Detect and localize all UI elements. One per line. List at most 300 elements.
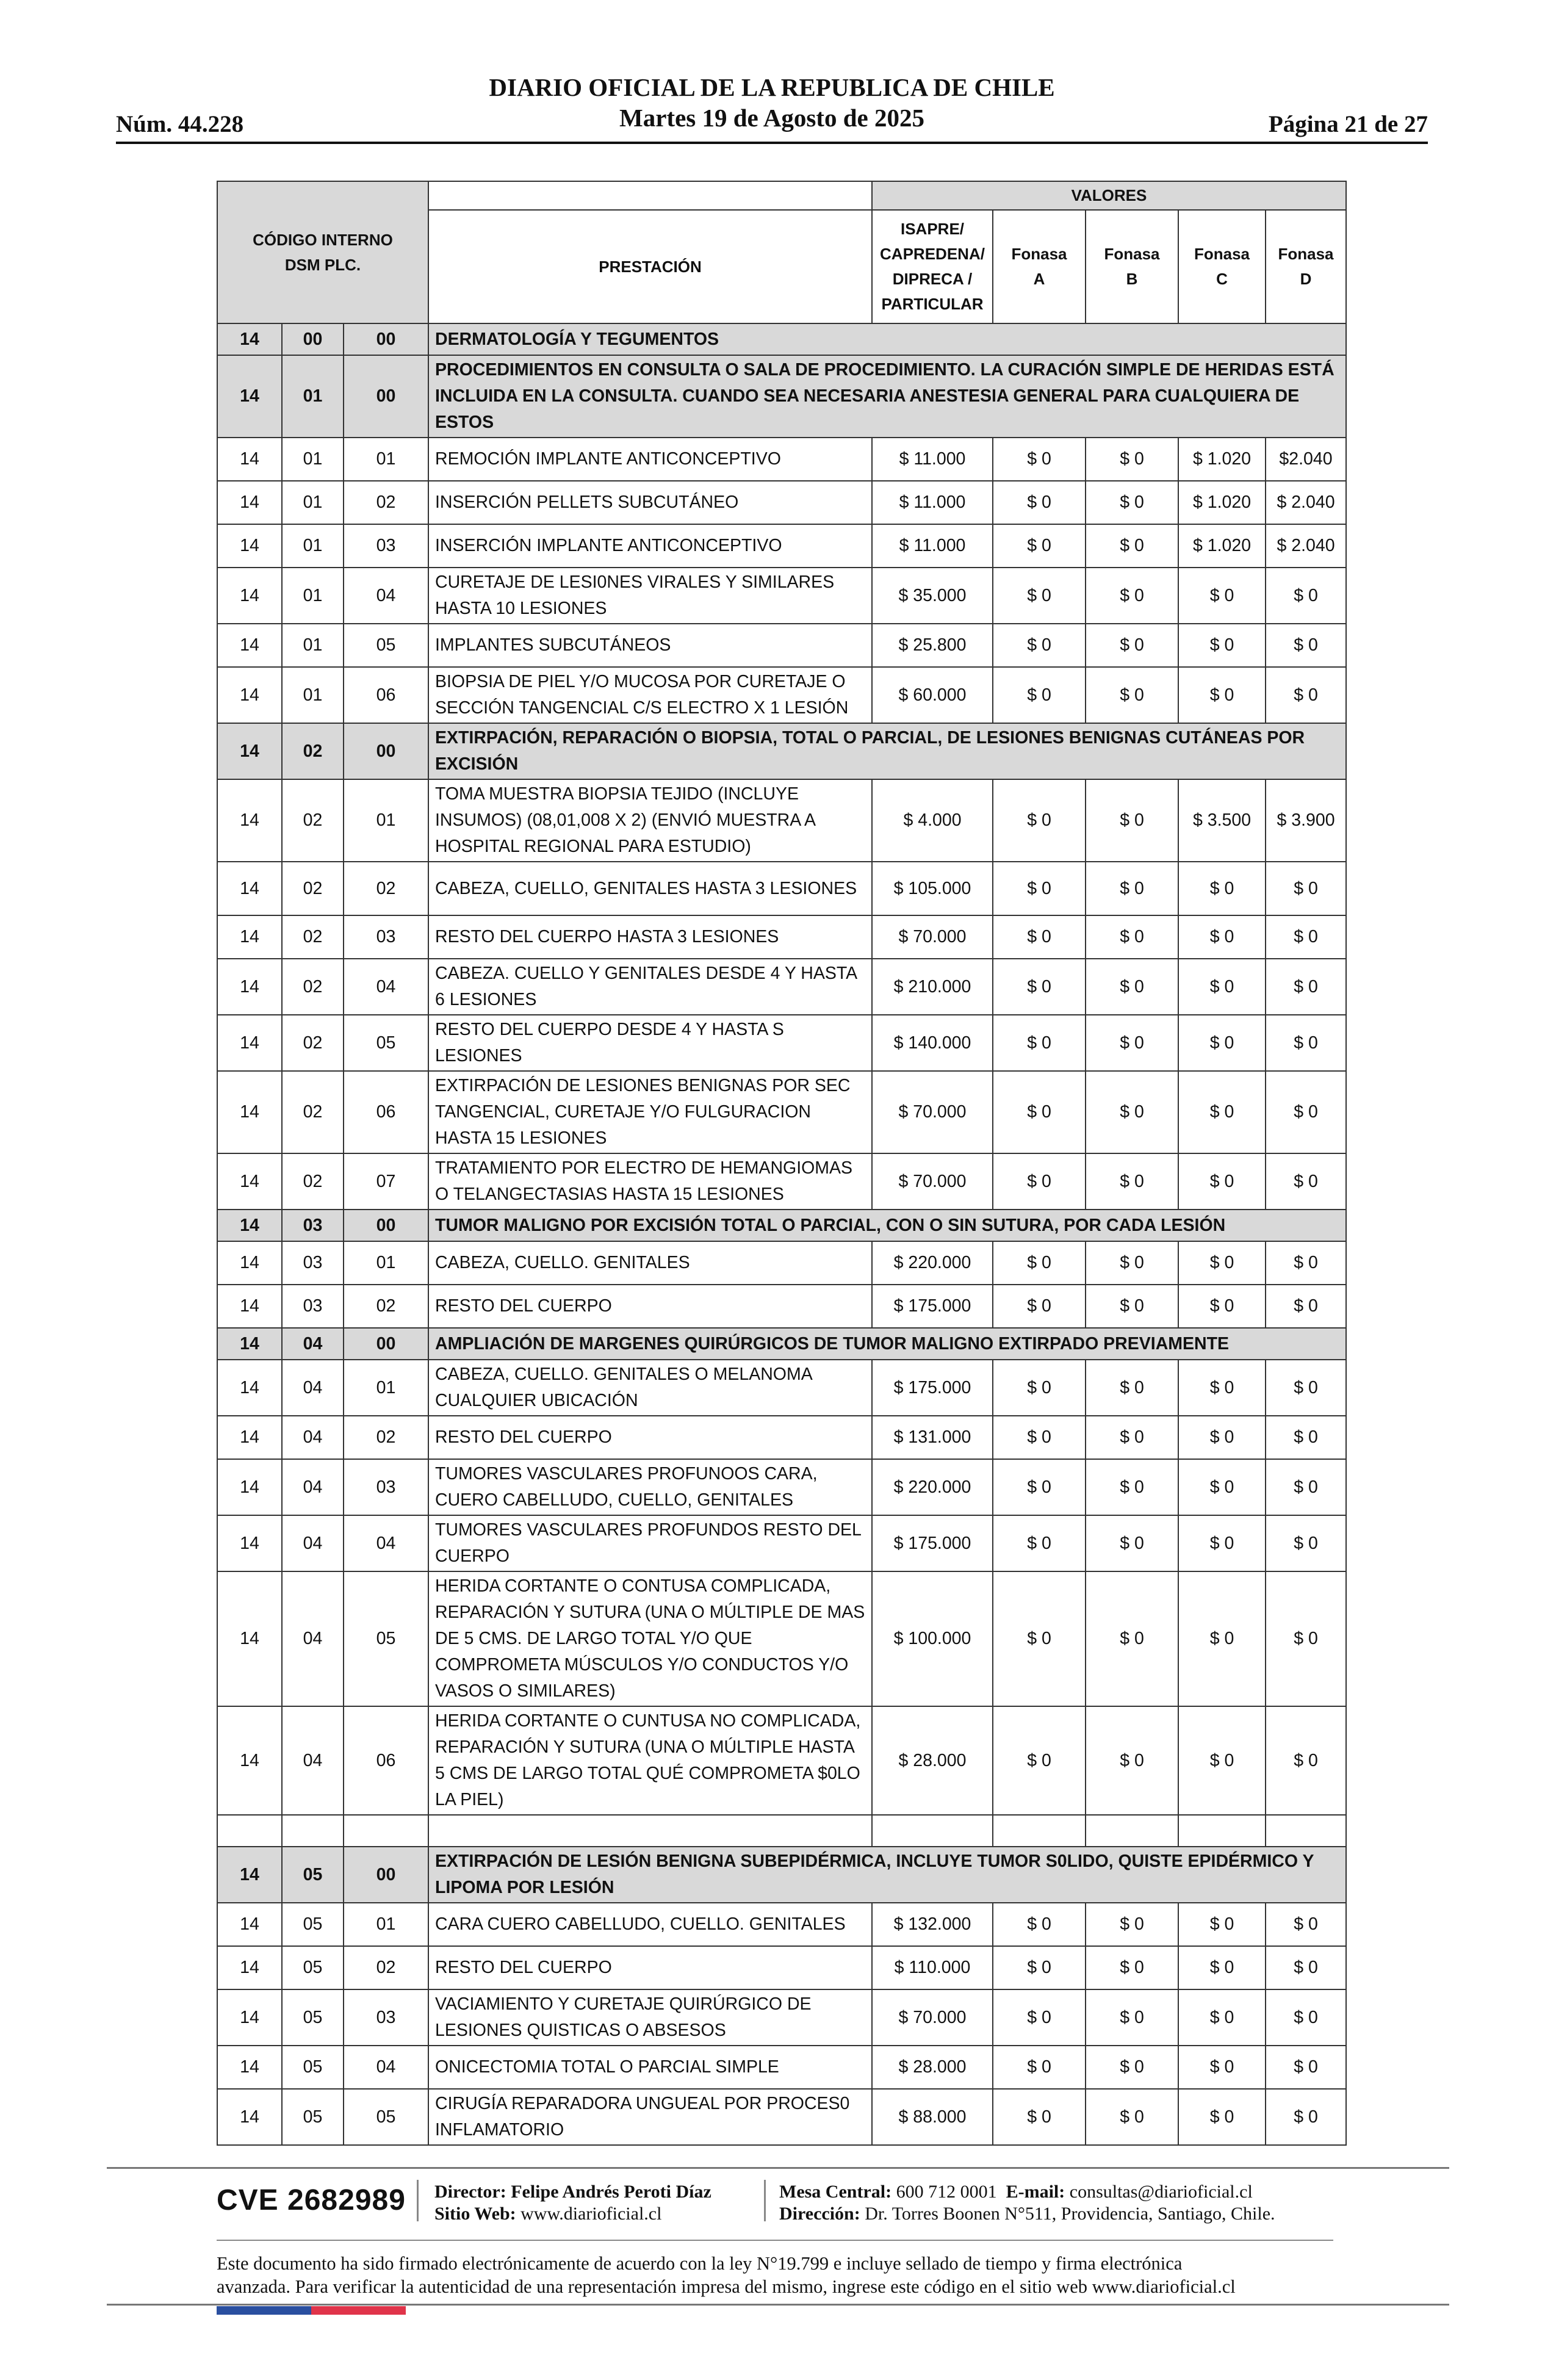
price-fonasa-b: $ 0 [1086,959,1178,1015]
code-subgroup: 03 [282,1241,344,1285]
code-item: 02 [344,481,428,524]
price-fonasa-d: $ 0 [1266,1706,1346,1815]
col-fonasa-b-l2: B [1126,270,1138,288]
code-item: 00 [344,723,428,779]
director-name: Felipe Andrés Peroti Díaz [511,2182,711,2202]
price-fonasa-a: $ 0 [993,1989,1086,2046]
price-isapre: $ 28.000 [872,2046,993,2089]
price-fonasa-a: $ 0 [993,568,1086,624]
email-label: E-mail: [1006,2182,1065,2202]
price-fonasa-a: $ 0 [993,1946,1086,1989]
price-isapre: $ 100.000 [872,1571,993,1706]
price-fonasa-c: $ 1.020 [1178,481,1266,524]
col-fonasa-a-l2: A [1033,270,1045,288]
price-fonasa-a: $ 0 [993,1015,1086,1071]
prestacion-desc: TUMORES VASCULARES PROFUNDOS RESTO DEL CUERPO [428,1515,872,1571]
col-fonasa-b-l1: Fonasa [1104,245,1160,263]
code-subgroup: 03 [282,1285,344,1328]
web-link[interactable]: www.diarioficial.cl [520,2204,662,2224]
price-fonasa-a: $ 0 [993,1285,1086,1328]
price-fonasa-d: $ 0 [1266,1360,1346,1416]
col-fonasa-d-l1: Fonasa [1278,245,1334,263]
col-fonasa-c-l1: Fonasa [1194,245,1250,263]
section-title: AMPLIACIÓN DE MARGENES QUIRÚRGICOS DE TUMOR MALIGNO EXTIRPADO PREVIAMENTE [428,1328,1346,1360]
table-row [217,2089,1346,2145]
col-fonasa-d-header [1266,210,1346,323]
price-fonasa-d: $ 3.900 [1266,779,1346,862]
price-fonasa-b: $ 0 [1086,524,1178,568]
price-fonasa-c: $ 0 [1178,1571,1266,1706]
header-center [116,72,1428,133]
signature-line1: Este documento ha sido firmado electrónicamente de acuerdo con la ley N°19.799 e incluye sellado de tiempo y firma electrónica [217,2253,1183,2274]
issue-date: Martes 19 de Agosto de 2025 [619,104,924,132]
table-row [217,1903,1346,1946]
code-item: 06 [344,667,428,723]
code-item: 03 [344,1459,428,1515]
price-fonasa-a: $ 0 [993,1459,1086,1515]
price-fonasa-a: $ 0 [993,1903,1086,1946]
price-isapre: $ 70.000 [872,1071,993,1153]
table-row [217,1241,1346,1285]
table-row [217,1989,1346,2046]
code-subgroup: 04 [282,1360,344,1416]
price-isapre: $ 175.000 [872,1360,993,1416]
cve-code: CVE 2682989 [217,2184,406,2216]
table-row [217,779,1346,862]
code-subgroup: 01 [282,481,344,524]
blank-cell [282,1815,344,1847]
code-subgroup: 01 [282,524,344,568]
page-number: Página 21 de 27 [1268,111,1428,137]
header-divider [116,142,1428,144]
price-isapre: $ 132.000 [872,1903,993,1946]
code-item: 01 [344,1360,428,1416]
blank-cell [217,1815,282,1847]
prestacion-desc: VACIAMIENTO Y CURETAJE QUIRÚRGICO DE LESIONES QUISTICAS O ABSESOS [428,1989,872,2046]
price-fonasa-c: $ 0 [1178,2089,1266,2145]
price-fonasa-c: $ 0 [1178,1515,1266,1571]
code-item: 01 [344,779,428,862]
price-fonasa-b: $ 0 [1086,1015,1178,1071]
code-item: 03 [344,1989,428,2046]
prestacion-desc: HERIDA CORTANTE O CONTUSA COMPLICADA, REPARACIÓN Y SUTURA (UNA O MÚLTIPLE DE MAS DE 5 CMS. DE LARGO TOTAL Y/O QUE COMPROMETA MÚSCULOS Y/O CONDUCTOS Y/O VASOS O SIMILARES) [428,1571,872,1706]
code-item: 04 [344,959,428,1015]
code-subgroup: 05 [282,2089,344,2145]
code-item: 01 [344,438,428,481]
price-fonasa-c: $ 0 [1178,1071,1266,1153]
price-fonasa-a: $ 0 [993,481,1086,524]
section-row [217,355,1346,438]
table-row [217,1515,1346,1571]
prestacion-desc: CABEZA. CUELLO Y GENITALES DESDE 4 Y HASTA 6 LESIONES [428,959,872,1015]
code-item: 00 [344,1847,428,1903]
price-fonasa-d: $ 0 [1266,1241,1346,1285]
code-group: 14 [217,1459,282,1515]
code-item: 04 [344,1515,428,1571]
code-subgroup: 04 [282,1706,344,1815]
price-fonasa-d: $ 0 [1266,624,1346,667]
prestacion-desc: RESTO DEL CUERPO DESDE 4 Y HASTA S LESIONES [428,1015,872,1071]
price-isapre: $ 25.800 [872,624,993,667]
code-subgroup: 02 [282,1071,344,1153]
code-subgroup: 05 [282,1847,344,1903]
footer-divider-top [107,2167,1449,2169]
price-isapre: $ 70.000 [872,1153,993,1210]
price-isapre: $ 140.000 [872,1015,993,1071]
table-row [217,2046,1346,2089]
code-header-line1: CÓDIGO INTERNO [253,230,393,249]
code-group: 14 [217,624,282,667]
code-group: 14 [217,481,282,524]
code-item: 02 [344,862,428,915]
code-group: 14 [217,862,282,915]
code-group: 14 [217,667,282,723]
price-fonasa-d: $ 0 [1266,1071,1346,1153]
flag-stripe-blue [217,2306,311,2315]
code-group: 14 [217,1515,282,1571]
code-group: 14 [217,524,282,568]
section-title: EXTIRPACIÓN, REPARACIÓN O BIOPSIA, TOTAL O PARCIAL, DE LESIONES BENIGNAS CUTÁNEAS POR EXCISIÓN [428,723,1346,779]
price-fonasa-b: $ 0 [1086,1946,1178,1989]
price-fonasa-a: $ 0 [993,438,1086,481]
code-item: 00 [344,1328,428,1360]
blank-cell [1086,1815,1178,1847]
code-item: 05 [344,624,428,667]
price-fonasa-c: $ 0 [1178,862,1266,915]
price-fonasa-a: $ 0 [993,1360,1086,1416]
web-label: Sitio Web: [434,2204,516,2224]
director-label: Director: [434,2182,506,2202]
price-fonasa-c: $ 0 [1178,915,1266,959]
price-fonasa-a: $ 0 [993,2089,1086,2145]
price-fonasa-b: $ 0 [1086,1241,1178,1285]
table-row [217,568,1346,624]
code-group: 14 [217,1416,282,1459]
table-row [217,1360,1346,1416]
col-fonasa-a-l1: Fonasa [1011,245,1067,263]
prestacion-desc: CABEZA, CUELLO, GENITALES HASTA 3 LESIONES [428,862,872,915]
col-fonasa-d-l2: D [1300,270,1312,288]
prestacion-desc: CURETAJE DE LESI0NES VIRALES Y SIMILARES HASTA 10 LESIONES [428,568,872,624]
price-isapre: $ 70.000 [872,1989,993,2046]
table-row [217,667,1346,723]
price-fonasa-c: $ 0 [1178,1416,1266,1459]
price-fonasa-a: $ 0 [993,2046,1086,2089]
code-group: 14 [217,1903,282,1946]
address-label: Dirección: [779,2204,860,2224]
code-header [217,181,428,323]
address-text: Dr. Torres Boonen N°511, Providencia, Santiago, Chile. [865,2204,1275,2224]
table-row [217,915,1346,959]
section-row [217,1210,1346,1241]
price-fonasa-d: $ 0 [1266,1459,1346,1515]
code-subgroup: 01 [282,355,344,438]
prestacion-desc: IMPLANTES SUBCUTÁNEOS [428,624,872,667]
price-table-body [217,323,1346,2145]
price-fonasa-a: $ 0 [993,1071,1086,1153]
price-fonasa-d: $ 0 [1266,1989,1346,2046]
prestacion-desc: RESTO DEL CUERPO [428,1946,872,1989]
mesa-phone: 600 712 0001 [896,2182,997,2202]
price-isapre: $ 105.000 [872,862,993,915]
code-group: 14 [217,2046,282,2089]
table-row [217,1071,1346,1153]
price-fonasa-c: $ 0 [1178,1015,1266,1071]
price-fonasa-c: $ 0 [1178,1989,1266,2046]
section-row [217,1847,1346,1903]
code-group: 14 [217,323,282,355]
price-fonasa-d: $ 2.040 [1266,481,1346,524]
code-item: 03 [344,915,428,959]
price-fonasa-d: $ 0 [1266,1416,1346,1459]
table-row [217,1285,1346,1328]
code-group: 14 [217,2089,282,2145]
code-group: 14 [217,915,282,959]
code-group: 14 [217,1328,282,1360]
price-fonasa-c: $ 1.020 [1178,438,1266,481]
table-row-blank [217,1815,1346,1847]
footer-separator-2 [764,2180,766,2221]
prestacion-desc: BIOPSIA DE PIEL Y/O MUCOSA POR CURETAJE O SECCIÓN TANGENCIAL C/S ELECTRO X 1 LESIÓN [428,667,872,723]
code-item: 03 [344,524,428,568]
price-fonasa-c: $ 3.500 [1178,779,1266,862]
price-fonasa-b: $ 0 [1086,862,1178,915]
footer-contact-block [779,2181,1275,2225]
price-isapre: $ 11.000 [872,438,993,481]
price-fonasa-b: $ 0 [1086,1360,1178,1416]
code-item: 02 [344,1416,428,1459]
price-fonasa-d: $ 0 [1266,2089,1346,2145]
code-item: 04 [344,568,428,624]
code-subgroup: 01 [282,624,344,667]
code-subgroup: 01 [282,568,344,624]
section-row [217,723,1346,779]
price-fonasa-c: $ 0 [1178,959,1266,1015]
code-subgroup: 01 [282,438,344,481]
price-fonasa-c: $ 0 [1178,1241,1266,1285]
price-fonasa-b: $ 0 [1086,1153,1178,1210]
code-group: 14 [217,355,282,438]
code-item: 05 [344,2089,428,2145]
price-isapre: $ 35.000 [872,568,993,624]
code-subgroup: 05 [282,1989,344,2046]
prestacion-top-blank [428,181,872,210]
price-fonasa-b: $ 0 [1086,1706,1178,1815]
price-fonasa-b: $ 0 [1086,481,1178,524]
footer-divider-mid [217,2240,1333,2241]
price-fonasa-d: $ 0 [1266,862,1346,915]
code-subgroup: 04 [282,1571,344,1706]
price-isapre: $ 131.000 [872,1416,993,1459]
page-header [116,72,1428,144]
price-fonasa-d: $ 0 [1266,1946,1346,1989]
price-fonasa-b: $ 0 [1086,2046,1178,2089]
price-isapre: $ 220.000 [872,1241,993,1285]
price-isapre: $ 11.000 [872,524,993,568]
code-header-line2: DSM PLC. [284,255,361,274]
blank-cell [344,1815,428,1847]
prestacion-desc: ONICECTOMIA TOTAL O PARCIAL SIMPLE [428,2046,872,2089]
code-subgroup: 04 [282,1515,344,1571]
price-isapre: $ 110.000 [872,1946,993,1989]
price-isapre: $ 60.000 [872,667,993,723]
code-subgroup: 05 [282,1903,344,1946]
prestacion-desc: HERIDA CORTANTE O CUNTUSA NO COMPLICADA, REPARACIÓN Y SUTURA (UNA O MÚLTIPLE HASTA 5 CMS DE LARGO TOTAL QUÉ COMPROMETA $0LO LA PIEL) [428,1706,872,1815]
blank-cell [428,1815,872,1847]
code-group: 14 [217,779,282,862]
issue-number: Núm. 44.228 [116,111,244,137]
section-title: TUMOR MALIGNO POR EXCISIÓN TOTAL O PARCIAL, CON O SIN SUTURA, POR CADA LESIÓN [428,1210,1346,1241]
price-fonasa-b: $ 0 [1086,438,1178,481]
table-row [217,959,1346,1015]
price-table [217,181,1347,2146]
price-fonasa-a: $ 0 [993,959,1086,1015]
code-group: 14 [217,1071,282,1153]
table-row [217,1416,1346,1459]
price-fonasa-b: $ 0 [1086,1459,1178,1515]
price-isapre: $ 28.000 [872,1706,993,1815]
col-isapre-l1: ISAPRE/ [900,220,965,238]
code-item: 06 [344,1706,428,1815]
price-fonasa-b: $ 0 [1086,624,1178,667]
col-fonasa-b-header [1086,210,1178,323]
footer-director-block [434,2181,711,2225]
code-item: 00 [344,1210,428,1241]
code-subgroup: 00 [282,323,344,355]
table-row [217,1946,1346,1989]
prestacion-header: PRESTACIÓN [428,210,872,323]
section-row [217,323,1346,355]
prestacion-desc: CARA CUERO CABELLUDO, CUELLO. GENITALES [428,1903,872,1946]
price-fonasa-b: $ 0 [1086,1903,1178,1946]
price-fonasa-a: $ 0 [993,524,1086,568]
price-fonasa-d: $ 0 [1266,1285,1346,1328]
code-subgroup: 02 [282,1015,344,1071]
price-isapre: $ 210.000 [872,959,993,1015]
table-row [217,624,1346,667]
table-row [217,1153,1346,1210]
price-fonasa-b: $ 0 [1086,1285,1178,1328]
table-row [217,862,1346,915]
code-subgroup: 02 [282,915,344,959]
price-fonasa-c: $ 0 [1178,2046,1266,2089]
code-item: 05 [344,1571,428,1706]
price-isapre: $ 175.000 [872,1515,993,1571]
section-title: PROCEDIMIENTOS EN CONSULTA O SALA DE PROCEDIMIENTO. LA CURACIÓN SIMPLE DE HERIDAS ESTÁ INCLUIDA EN LA CONSULTA. CUANDO SEA NECESARIA ANESTESIA GENERAL PARA CUALQUIERA DE ESTOS [428,355,1346,438]
col-isapre-header [872,210,993,323]
code-group: 14 [217,438,282,481]
table-row [217,524,1346,568]
price-isapre: $ 220.000 [872,1459,993,1515]
prestacion-desc: EXTIRPACIÓN DE LESIONES BENIGNAS POR SEC TANGENCIAL, CURETAJE Y/O FULGURACION HASTA 15 LESIONES [428,1071,872,1153]
code-item: 00 [344,323,428,355]
flag-stripe-red [311,2306,406,2315]
prestacion-desc: INSERCIÓN IMPLANTE ANTICONCEPTIVO [428,524,872,568]
price-fonasa-a: $ 0 [993,1706,1086,1815]
col-fonasa-c-header [1178,210,1266,323]
price-fonasa-d: $ 0 [1266,1903,1346,1946]
price-fonasa-b: $ 0 [1086,915,1178,959]
signature-notice [217,2252,1333,2298]
code-group: 14 [217,1153,282,1210]
code-item: 04 [344,2046,428,2089]
code-item: 02 [344,1946,428,1989]
table-row [217,1571,1346,1706]
price-isapre: $ 70.000 [872,915,993,959]
price-fonasa-c: $ 0 [1178,624,1266,667]
price-fonasa-c: $ 0 [1178,1360,1266,1416]
code-item: 00 [344,355,428,438]
footer-divider-bottom [107,2304,1449,2306]
price-fonasa-c: $ 0 [1178,568,1266,624]
price-isapre: $ 175.000 [872,1285,993,1328]
price-fonasa-d: $ 0 [1266,667,1346,723]
price-fonasa-a: $ 0 [993,779,1086,862]
code-group: 14 [217,1241,282,1285]
price-fonasa-a: $ 0 [993,624,1086,667]
code-item: 02 [344,1285,428,1328]
code-subgroup: 02 [282,1153,344,1210]
valores-header: VALORES [872,181,1346,210]
col-fonasa-c-l2: C [1216,270,1228,288]
code-group: 14 [217,1946,282,1989]
price-fonasa-a: $ 0 [993,1515,1086,1571]
prestacion-desc: TOMA MUESTRA BIOPSIA TEJIDO (INCLUYE INSUMOS) (08,01,008 X 2) (ENVIÓ MUESTRA A HOSPITAL REGIONAL PARA ESTUDIO) [428,779,872,862]
prestacion-desc: TRATAMIENTO POR ELECTRO DE HEMANGIOMAS O TELANGECTASIAS HASTA 15 LESIONES [428,1153,872,1210]
blank-cell [1178,1815,1266,1847]
prestacion-desc: RESTO DEL CUERPO HASTA 3 LESIONES [428,915,872,959]
price-fonasa-c: $ 0 [1178,1706,1266,1815]
code-group: 14 [217,1571,282,1706]
price-fonasa-a: $ 0 [993,1241,1086,1285]
table-row [217,481,1346,524]
mesa-label: Mesa Central: [779,2182,892,2202]
price-fonasa-c: $ 0 [1178,1285,1266,1328]
price-fonasa-b: $ 0 [1086,1571,1178,1706]
code-subgroup: 05 [282,1946,344,1989]
code-group: 14 [217,723,282,779]
email-link[interactable]: consultas@diarioficial.cl [1069,2182,1253,2202]
price-fonasa-b: $ 0 [1086,1071,1178,1153]
section-row [217,1328,1346,1360]
code-item: 06 [344,1071,428,1153]
price-fonasa-d: $ 0 [1266,1015,1346,1071]
price-fonasa-a: $ 0 [993,915,1086,959]
prestacion-desc: RESTO DEL CUERPO [428,1416,872,1459]
price-fonasa-c: $ 0 [1178,1153,1266,1210]
price-fonasa-c: $ 0 [1178,1946,1266,1989]
col-isapre-l3: DIPRECA / [892,270,973,288]
col-isapre-l2: CAPREDENA/ [880,245,985,263]
blank-cell [993,1815,1086,1847]
price-fonasa-b: $ 0 [1086,779,1178,862]
price-fonasa-d: $ 0 [1266,959,1346,1015]
prestacion-desc: CABEZA, CUELLO. GENITALES [428,1241,872,1285]
price-fonasa-a: $ 0 [993,667,1086,723]
price-isapre: $ 88.000 [872,2089,993,2145]
prestacion-desc: TUMORES VASCULARES PROFUNOOS CARA, CUERO CABELLUDO, CUELLO, GENITALES [428,1459,872,1515]
newspaper-title: DIARIO OFICIAL DE LA REPUBLICA DE CHILE [489,73,1055,101]
prestacion-desc: CIRUGÍA REPARADORA UNGUEAL POR PROCES0 INFLAMATORIO [428,2089,872,2145]
price-fonasa-b: $ 0 [1086,667,1178,723]
price-fonasa-c: $ 1.020 [1178,524,1266,568]
price-fonasa-d: $ 0 [1266,1571,1346,1706]
price-fonasa-d: $ 0 [1266,1153,1346,1210]
prestacion-desc: REMOCIÓN IMPLANTE ANTICONCEPTIVO [428,438,872,481]
code-subgroup: 02 [282,723,344,779]
section-title: EXTIRPACIÓN DE LESIÓN BENIGNA SUBEPIDÉRMICA, INCLUYE TUMOR S0LIDO, QUISTE EPIDÉRMICO Y LIPOMA POR LESIÓN [428,1847,1346,1903]
code-group: 14 [217,1210,282,1241]
